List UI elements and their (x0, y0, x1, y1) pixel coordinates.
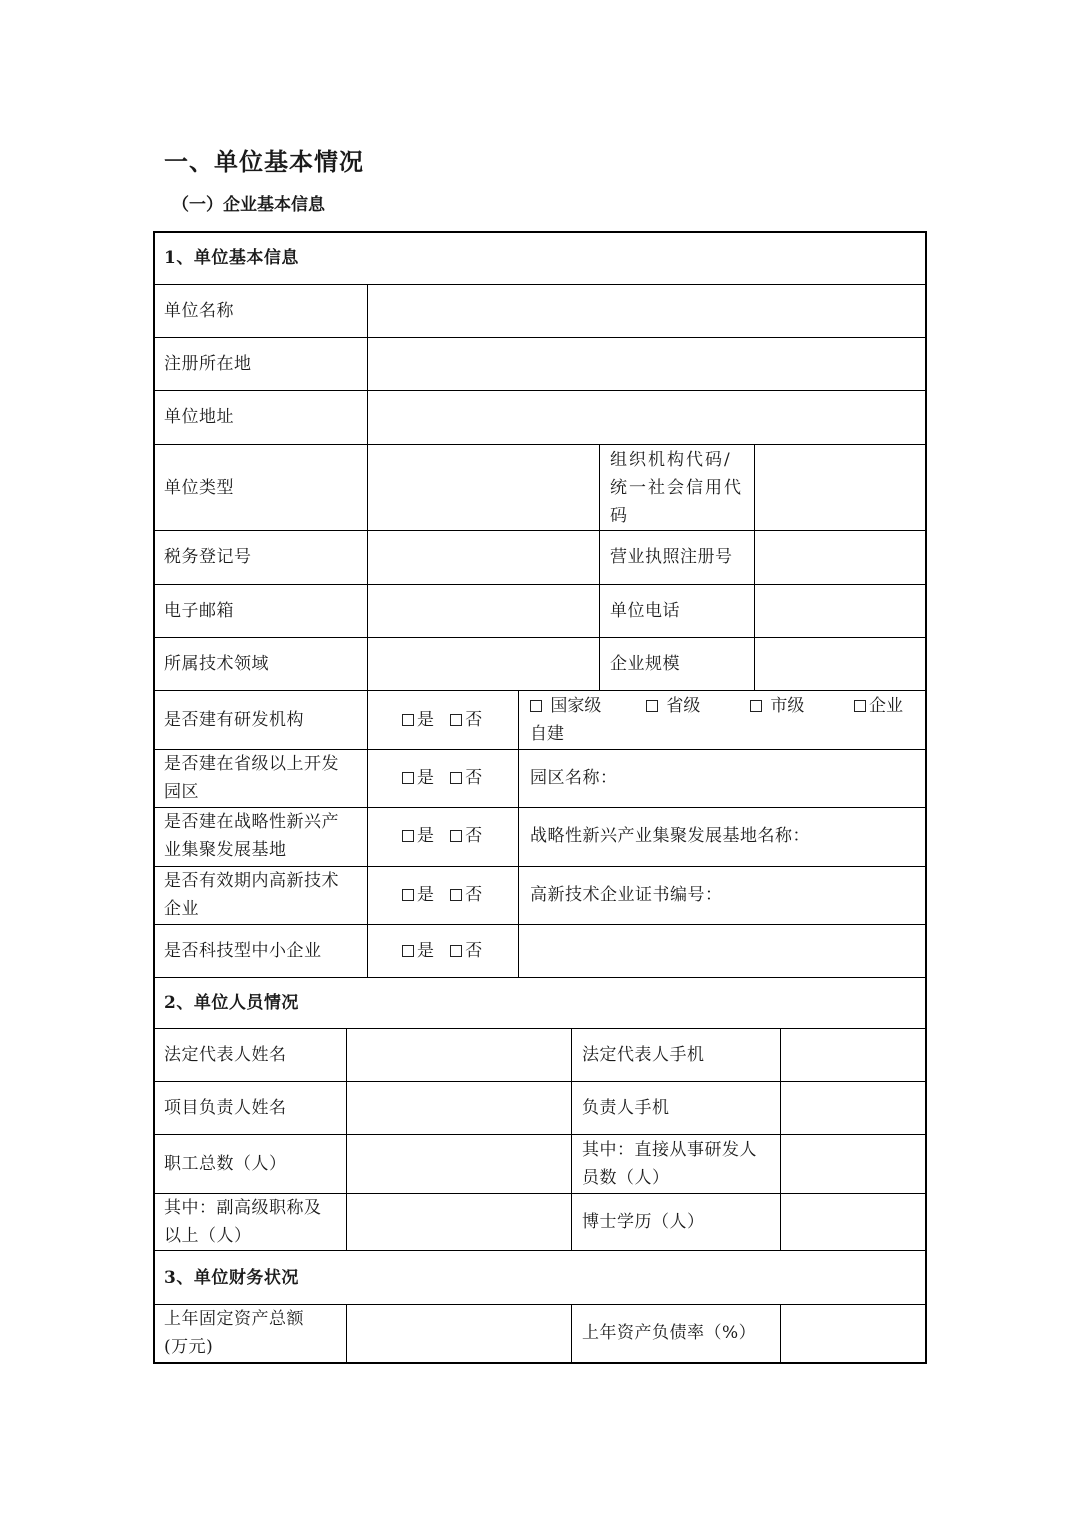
high-tech-no-checkbox[interactable] (450, 885, 482, 905)
sme-yes-no (402, 937, 482, 965)
checkbox-icon (646, 700, 658, 712)
col-divider (571, 1304, 572, 1363)
rd-org-yes-no (402, 706, 482, 734)
self-built-label: 企业 (869, 696, 903, 716)
label-strategic-base: 是否建在战略性新兴产 业集聚发展基地 (164, 812, 339, 860)
checkbox-icon (402, 889, 414, 901)
label-email: 电子邮箱 (164, 601, 234, 621)
label-sme: 是否科技型中小企业 (164, 941, 322, 961)
section-personnel-header: 2、单位人员情况 (164, 993, 299, 1013)
label-legal-rep-name: 法定代表人姓名 (164, 1045, 287, 1065)
no-label: 否 (465, 710, 483, 730)
checkbox-icon (402, 714, 414, 726)
checkbox-icon (450, 945, 462, 957)
rd-level-national-checkbox[interactable] (530, 692, 601, 720)
col-divider (571, 1028, 572, 1250)
label-fixed-assets: 上年固定资产总额 (万元) (164, 1309, 304, 1357)
label-tax-reg: 税务登记号 (164, 547, 252, 567)
checkbox-icon (402, 945, 414, 957)
checkbox-icon (450, 830, 462, 842)
col-divider (599, 444, 600, 690)
lead-phone-field[interactable] (781, 1082, 925, 1134)
rd-org-yes-checkbox[interactable] (402, 710, 434, 730)
sme-no-checkbox[interactable] (450, 941, 482, 961)
rd-level-city-checkbox[interactable] (750, 692, 804, 720)
no-label: 否 (465, 885, 483, 905)
high-tech-yes-no (402, 881, 482, 909)
label-license-no: 营业执照注册号 (610, 547, 733, 567)
rd-level-provincial-checkbox[interactable] (646, 692, 700, 720)
rd-org-no-checkbox[interactable] (450, 710, 482, 730)
label-rd-staff: 其中：直接从事研发人 员数（人） (582, 1140, 757, 1188)
legal-rep-phone-field[interactable] (781, 1029, 925, 1081)
label-phd: 博士学历（人） (582, 1212, 705, 1232)
label-org-code: 组织机构代码/ 统一社会信用代 码 (610, 450, 743, 526)
unit-name-field[interactable] (368, 285, 925, 337)
label-tech-field: 所属技术领域 (164, 654, 269, 674)
total-staff-field[interactable] (347, 1135, 571, 1193)
org-code-field[interactable] (755, 445, 925, 530)
base-name-prompt[interactable]: 战略性新兴产业集聚发展基地名称： (530, 826, 810, 846)
checkbox-icon (450, 772, 462, 784)
rd-level-self-built-checkbox[interactable] (854, 692, 903, 720)
dev-zone-yes-no (402, 764, 482, 792)
legal-rep-name-field[interactable] (347, 1029, 571, 1081)
label-total-staff: 职工总数（人） (164, 1154, 287, 1174)
label-phone: 单位电话 (610, 601, 680, 621)
page-heading: 一、单位基本情况 (164, 147, 364, 176)
label-rd-org: 是否建有研发机构 (164, 710, 304, 730)
reg-location-field[interactable] (368, 338, 925, 390)
row-divider (153, 977, 927, 978)
sme-extra-field[interactable] (519, 925, 925, 977)
yes-label: 是 (417, 941, 434, 961)
cert-no-prompt[interactable]: 高新技术企业证书编号： (530, 885, 723, 905)
checkbox-icon (450, 714, 462, 726)
license-no-field[interactable] (755, 531, 925, 584)
no-label: 否 (465, 941, 483, 961)
yes-label: 是 (417, 768, 434, 788)
yes-label: 是 (417, 826, 434, 846)
checkbox-icon (854, 700, 866, 712)
senior-title-field[interactable] (347, 1194, 571, 1250)
label-unit-name: 单位名称 (164, 301, 234, 321)
unit-type-field[interactable] (368, 445, 599, 530)
city-label: 市级 (770, 696, 805, 716)
label-scale: 企业规模 (610, 654, 680, 674)
email-field[interactable] (368, 585, 599, 637)
rd-staff-field[interactable] (781, 1135, 925, 1193)
label-legal-rep-phone: 法定代表人手机 (582, 1045, 705, 1065)
label-reg-location: 注册所在地 (164, 354, 252, 374)
strategic-base-yes-checkbox[interactable] (402, 826, 434, 846)
section-finance-header: 3、单位财务状况 (164, 1268, 299, 1288)
tech-field-field[interactable] (368, 638, 599, 690)
section-basic-header: 1、单位基本信息 (164, 248, 299, 268)
zone-name-prompt[interactable]: 园区名称： (530, 768, 618, 788)
label-debt-ratio: 上年资产负债率（%） (582, 1323, 757, 1343)
yes-label: 是 (417, 885, 434, 905)
phd-field[interactable] (781, 1194, 925, 1250)
no-label: 否 (465, 768, 483, 788)
row-divider (153, 690, 927, 691)
dev-zone-no-checkbox[interactable] (450, 768, 482, 788)
label-senior-title: 其中：副高级职称及 以上（人） (164, 1198, 322, 1246)
debt-ratio-field[interactable] (781, 1305, 925, 1362)
dev-zone-yes-checkbox[interactable] (402, 768, 434, 788)
provincial-label: 省级 (666, 696, 701, 716)
sme-yes-checkbox[interactable] (402, 941, 434, 961)
yes-label: 是 (417, 710, 434, 730)
fixed-assets-field[interactable] (347, 1305, 571, 1362)
label-lead-phone: 负责人手机 (582, 1098, 670, 1118)
label-project-lead-name: 项目负责人姓名 (164, 1098, 287, 1118)
row-divider (153, 1250, 927, 1251)
label-dev-zone: 是否建在省级以上开发 园区 (164, 754, 339, 802)
unit-address-field[interactable] (368, 391, 925, 444)
label-unit-type: 单位类型 (164, 478, 234, 498)
strategic-base-no-checkbox[interactable] (450, 826, 482, 846)
checkbox-icon (402, 772, 414, 784)
label-unit-address: 单位地址 (164, 407, 234, 427)
label-high-tech: 是否有效期内高新技术 企业 (164, 871, 339, 919)
strategic-base-yes-no (402, 822, 482, 850)
self-built-label-tail: 自建 (530, 724, 564, 744)
project-lead-name-field[interactable] (347, 1082, 571, 1134)
checkbox-icon (402, 830, 414, 842)
checkbox-icon (750, 700, 762, 712)
sub-heading: （一）企业基本信息 (172, 195, 325, 215)
scale-field[interactable] (755, 638, 925, 690)
phone-field[interactable] (755, 585, 925, 637)
tax-reg-field[interactable] (368, 531, 599, 584)
high-tech-yes-checkbox[interactable] (402, 885, 434, 905)
checkbox-icon (530, 700, 542, 712)
checkbox-icon (450, 889, 462, 901)
national-label: 国家级 (550, 696, 602, 716)
no-label: 否 (465, 826, 483, 846)
